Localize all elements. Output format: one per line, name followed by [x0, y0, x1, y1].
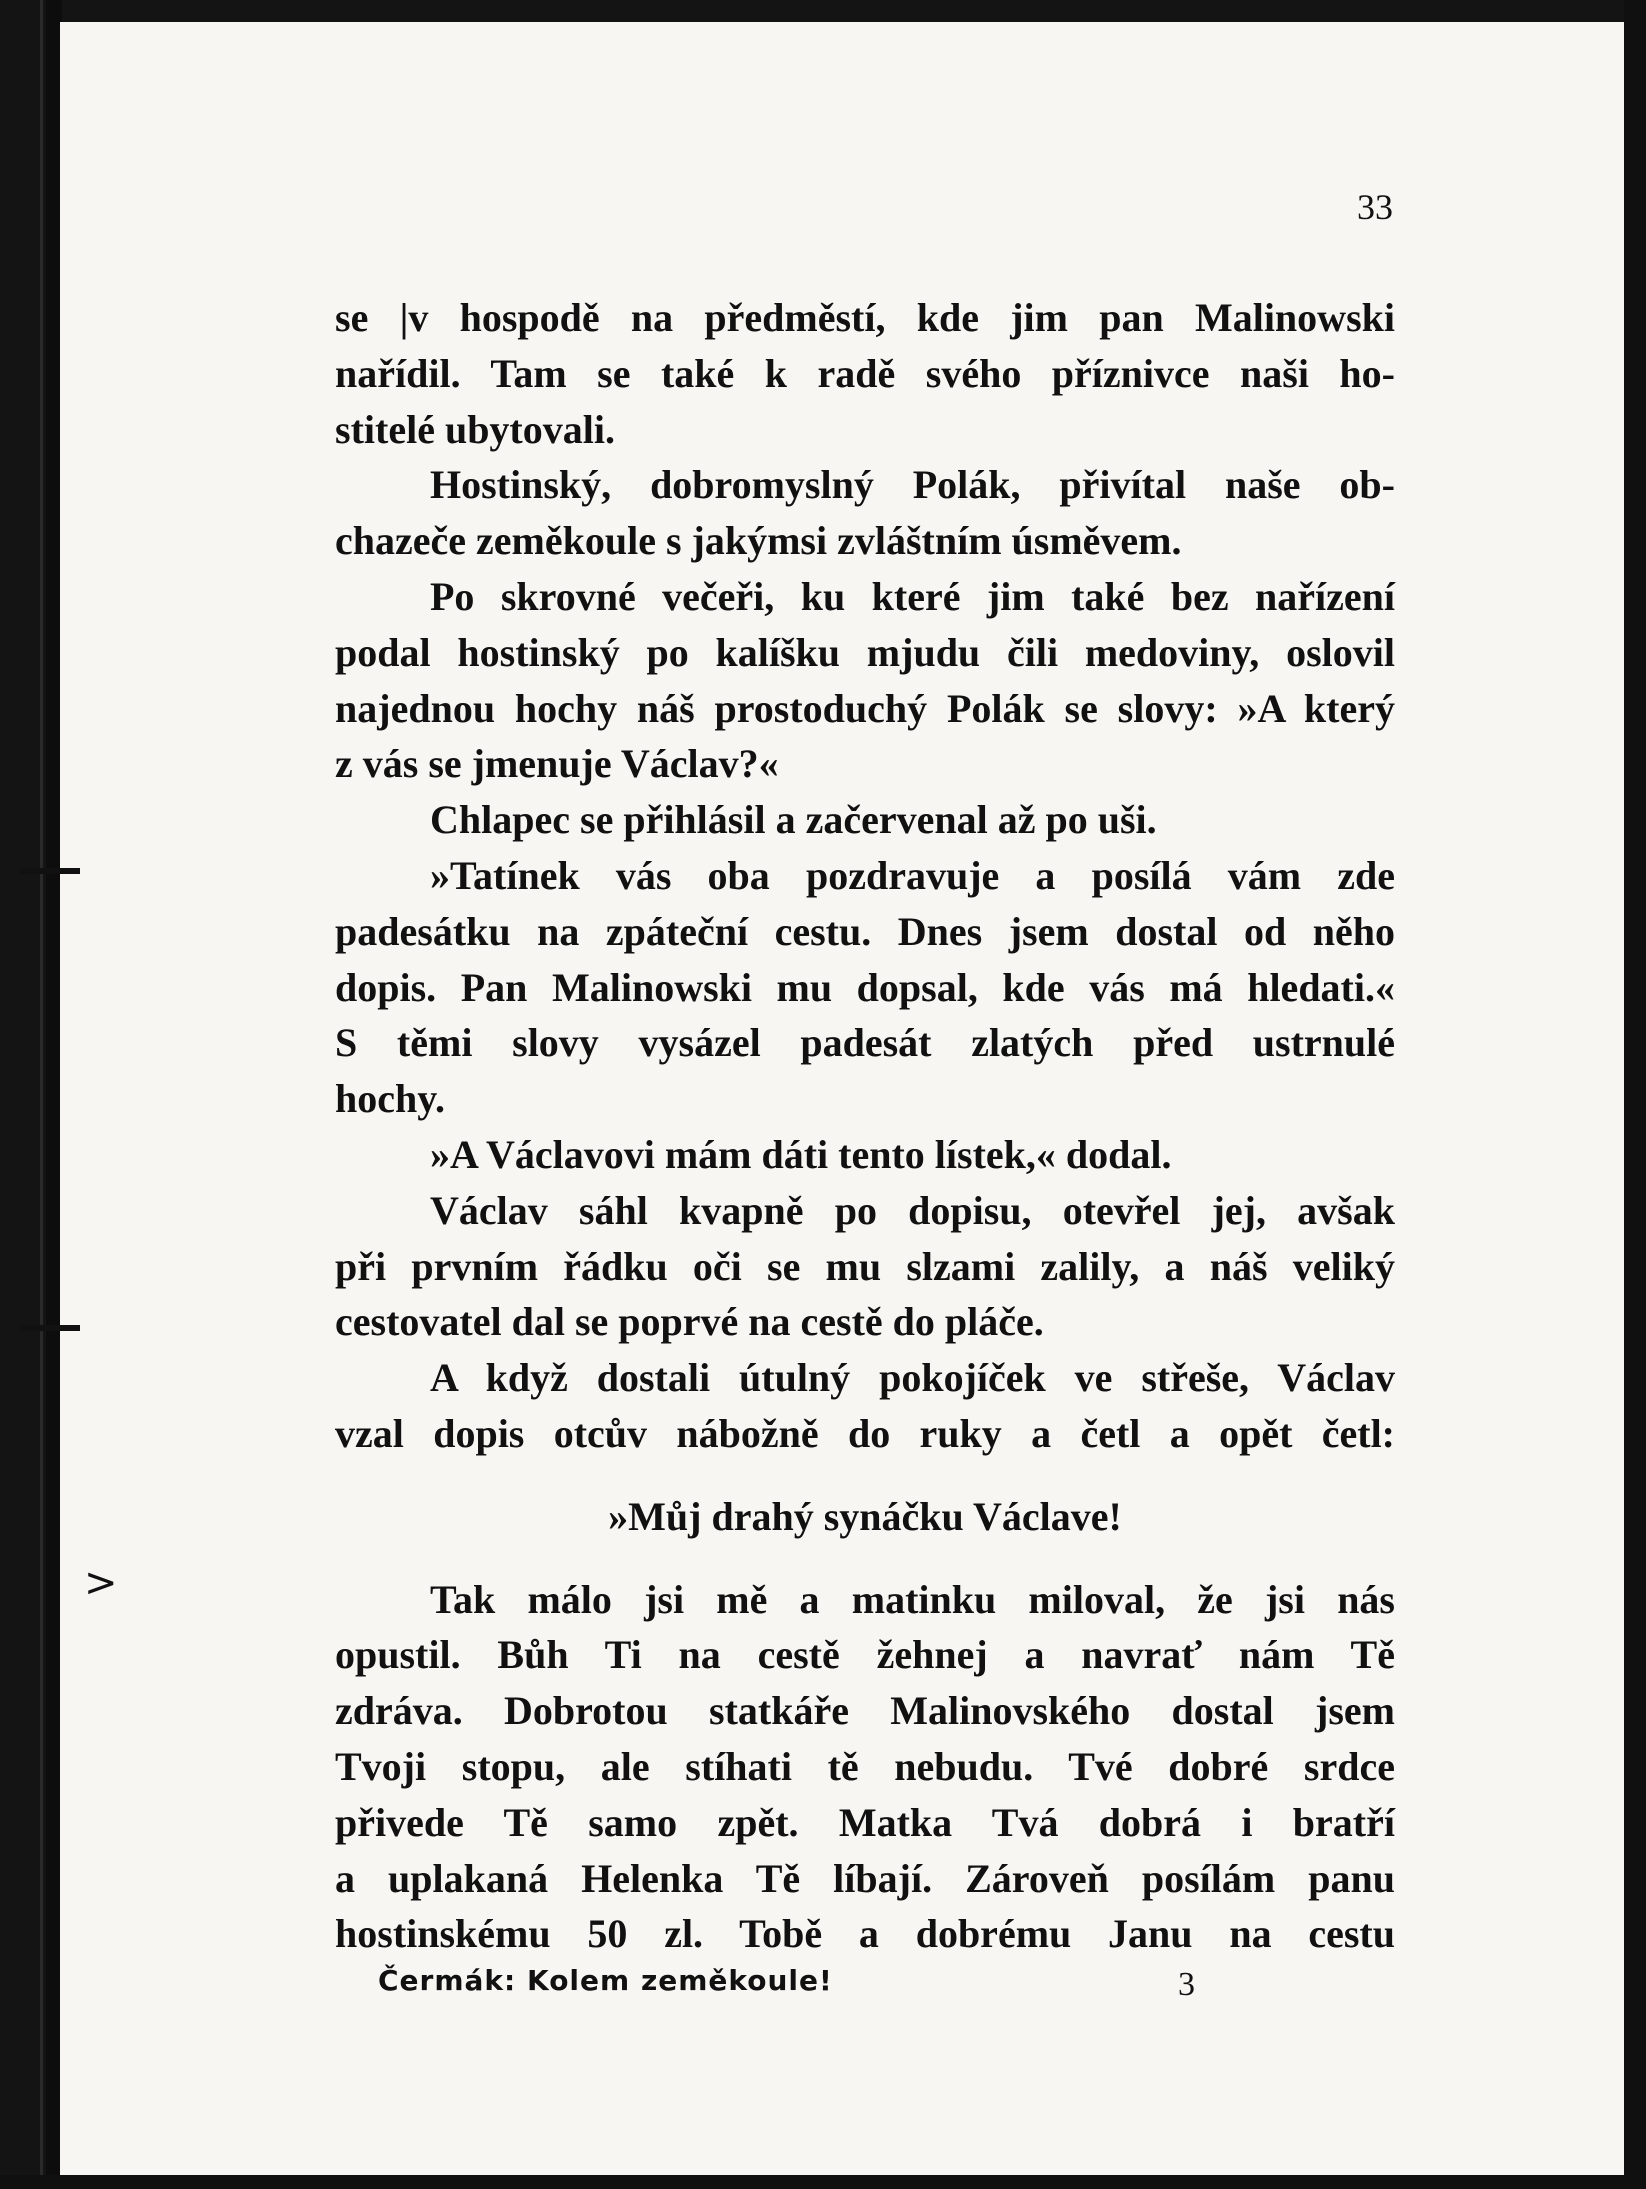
text-line: S těmi slovy vysázel padesát zlatých před ustrnulé [335, 1020, 1395, 1066]
text-line: hostinskému 50 zl. Tobě a dobrému Janu na cestu [335, 1911, 1395, 1957]
text-line: padesátku na zpáteční cestu. Dnes jsem dostal od něho [335, 908, 1395, 954]
margin-arrow-mark: > [84, 1560, 118, 1606]
letter-heading-gap [335, 1462, 1395, 1489]
bottom-edge-shadow [0, 2175, 1646, 2189]
text-line: se |v hospodě na předměstí, kde jim pan Malinowski [335, 295, 1395, 340]
text-line: chazeče zeměkoule s jakýmsi zvláštním úsměvem. [335, 518, 1182, 564]
binding-mark-lower [20, 1325, 80, 1331]
letter-heading-gap [335, 1545, 1395, 1572]
footer-signature: Čermák: Kolem zeměkoule! [378, 1964, 833, 1997]
text-line: Po skrovné večeři, ku které jim také bez nařízení [430, 573, 1395, 619]
letter-salutation: »Můj drahý synáčku Václave! [608, 1493, 1122, 1539]
text-line: Hostinský, dobromyslný Polák, přivítal naše ob- [430, 462, 1395, 508]
text-line: a uplakaná Helenka Tě líbají. Zároveň posílám panu [335, 1855, 1395, 1901]
text-line: vzal dopis otcův nábožně do ruky a četl a opět četl: [335, 1410, 1395, 1456]
text-line: při prvním řádku oči se mu slzami zalily, a náš veliký [335, 1243, 1395, 1289]
text-line: »Tatínek vás oba pozdravuje a posílá vám zde [430, 852, 1395, 898]
text-line: Chlapec se přihlásil a začervenal až po uši. [430, 797, 1157, 843]
book-spine-line [40, 0, 43, 2189]
text-line: cestovatel dal se poprvé na cestě do pláče. [335, 1299, 1044, 1345]
page-number: 33 [1357, 187, 1393, 227]
text-line: Tvoji stopu, ale stíhati tě nebudu. Tvé dobré srdce [335, 1743, 1395, 1789]
text-line: stitelé ubytovali. [335, 406, 615, 452]
text-line: hochy. [335, 1076, 446, 1122]
text-line: dopis. Pan Malinowski mu dopsal, kde vás má hledati.« [335, 964, 1395, 1010]
text-line: z vás se jmenuje Václav?« [335, 741, 779, 787]
text-line: Tak málo jsi mě a matinku miloval, že jsi nás [430, 1576, 1395, 1622]
body-text [335, 290, 1395, 1962]
text-line: najednou hochy náš prostoduchý Polák se slovy: »A který [335, 685, 1395, 731]
text-line: opustil. Bůh Ti na cestě žehnej a navrať nám Tě [335, 1632, 1395, 1678]
text-line: nařídil. Tam se také k radě svého příznivce naši ho- [335, 350, 1395, 396]
text-line: zdráva. Dobrotou statkáře Malinovského dostal jsem [335, 1688, 1395, 1734]
text-line: přivede Tě samo zpět. Matka Tvá dobrá i bratří [335, 1799, 1395, 1845]
text-line: »A Václavovi mám dáti tento lístek,« dodal. [430, 1131, 1172, 1177]
text-line: Václav sáhl kvapně po dopisu, otevřel jej, avšak [430, 1187, 1395, 1233]
text-line: podal hostinský po kalíšku mjudu čili medoviny, oslovil [335, 629, 1395, 675]
text-line: A když dostali útulný pokojíček ve střeše, Václav [430, 1355, 1395, 1401]
right-edge-shadow [1624, 0, 1646, 2189]
binding-mark-upper [20, 868, 80, 874]
footer-sheet-mark: 3 [1178, 1966, 1195, 2003]
